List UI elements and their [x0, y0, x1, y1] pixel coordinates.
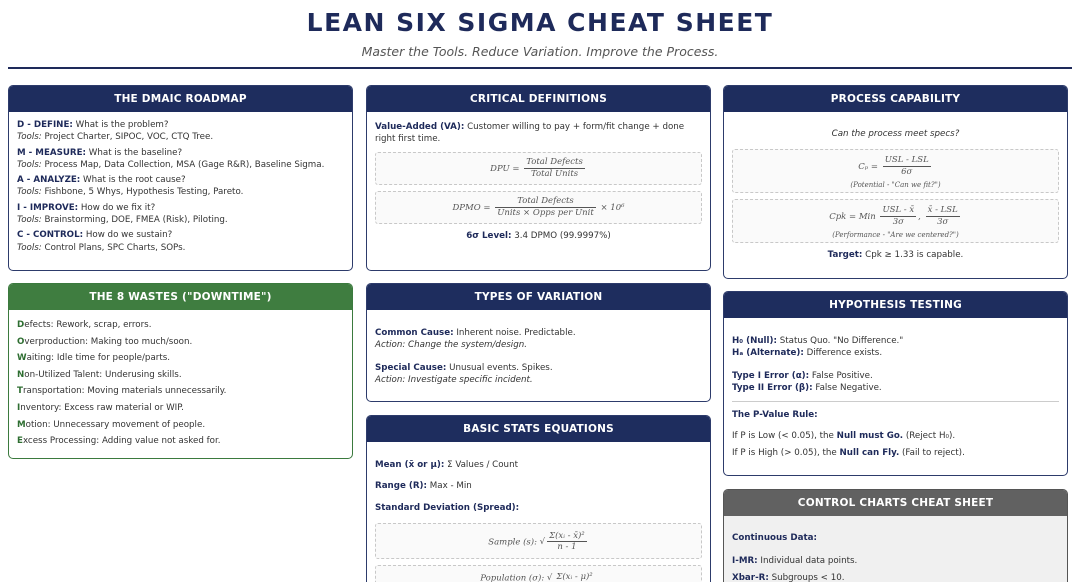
dmaic-step	[17, 119, 344, 144]
waste-letter: O	[17, 336, 25, 347]
type-one-error-label: Type I Error (α):	[732, 370, 810, 381]
dpmo-multiplier: × 10⁶	[600, 202, 625, 213]
dmaic-question: How do we sustain?	[85, 230, 173, 241]
dmaic-phase: C - CONTROL:	[17, 230, 84, 241]
dmaic-question: What is the root cause?	[83, 175, 186, 186]
dmaic-question: What is the problem?	[75, 120, 169, 130]
cpk-denominator-lower: 3σ	[937, 217, 949, 228]
sample-sd-formula: Sample (s): √ $\frac{\text{Σ(xᵢ - x̄)²}}{n - 1}$	[375, 523, 702, 559]
dmaic-tools-label: Tools:	[17, 187, 42, 198]
dmaic-step	[17, 202, 344, 227]
common-cause-text: Inherent noise. Predictable.	[456, 328, 576, 338]
waste-item	[17, 385, 344, 397]
continuous-data-label: Continuous Data:	[732, 533, 817, 543]
cp-lhs: Cₚ =	[858, 162, 878, 173]
type-one-error-text: False Positive.	[811, 370, 873, 381]
dpmo-numerator: Total Defects	[495, 196, 596, 208]
cp-denominator: 6σ	[901, 167, 913, 178]
waste-item	[17, 352, 344, 364]
definitions-card	[366, 85, 711, 271]
page-subtitle: Master the Tools. Reduce Variation. Improve the Process.	[361, 44, 719, 59]
population-sd-lhs: Population (σ):	[480, 573, 545, 582]
dmaic-tools-label: Tools:	[17, 159, 42, 170]
sample-sd-denominator: n - 1	[557, 541, 577, 552]
dmaic-phase: A - ANALYZE:	[17, 175, 81, 186]
waste-item	[17, 336, 344, 348]
cpk-formula: Cpk = Min $\frac{\text{USL - x̄}}{3\sigma}$ , $\frac{\text{x̄ - LSL}}{3\sigma}$ (Performance - "Are we centered?")	[732, 199, 1059, 243]
waste-text: nventory: Excess raw material or WIP.	[20, 402, 184, 413]
capability-target-text: Cpk ≥ 1.33 is capable.	[865, 250, 964, 261]
capability-card-title: PROCESS CAPABILITY	[724, 86, 1067, 112]
p-low-prefix: If P is Low (< 0.05), the	[732, 431, 834, 442]
waste-item	[17, 435, 344, 447]
waste-text: efects: Rework, scrap, errors.	[24, 320, 152, 330]
dpmo-denominator: Units × Opps per Unit	[497, 207, 594, 218]
mean-equation	[375, 459, 702, 471]
waste-item	[17, 319, 344, 331]
control-charts-card	[723, 489, 1068, 582]
xbar-r-chart	[732, 572, 1059, 582]
special-cause-label: Special Cause:	[375, 362, 447, 373]
hypothesis-card	[723, 291, 1068, 476]
waste-text: aiting: Idle time for people/parts.	[26, 353, 171, 364]
p-high-emphasis: Null can Fly.	[839, 447, 900, 458]
wastes-card	[8, 283, 353, 459]
definitions-card-title: CRITICAL DEFINITIONS	[367, 86, 710, 112]
value-added-text: Customer willing to pay + form/fit change + done right first time.	[375, 122, 685, 145]
dmaic-tools-label: Tools:	[17, 242, 42, 253]
common-cause	[375, 327, 702, 339]
imr-label: I-MR:	[732, 556, 758, 567]
imr-chart	[732, 555, 1059, 567]
dpu-lhs: DPU =	[490, 163, 520, 174]
dmaic-card-title: THE DMAIC ROADMAP	[9, 86, 352, 112]
waste-text: xcess Processing: Adding value not asked for.	[22, 436, 221, 447]
mean-text: Σ Values / Count	[447, 460, 518, 470]
page-title: LEAN SIX SIGMA CHEAT SHEET	[306, 8, 774, 37]
dmaic-tools-label: Tools:	[17, 132, 42, 143]
waste-letter: I	[17, 402, 21, 413]
cpk-numerator-upper: USL - x̄	[882, 205, 915, 216]
waste-letter: N	[17, 369, 25, 380]
cpk-note: (Performance - "Are we centered?")	[832, 231, 959, 240]
hypothesis-divider	[732, 401, 1059, 402]
value-added-label: Value-Added (VA):	[375, 122, 465, 132]
range-label: Range (R):	[375, 481, 427, 492]
hypothesis-card-title: HYPOTHESIS TESTING	[724, 292, 1067, 318]
dpu-denominator: Total Units	[530, 168, 579, 179]
waste-text: on-Utilized Talent: Underusing skills.	[24, 369, 182, 380]
special-cause-text: Unusual events. Spikes.	[449, 362, 553, 373]
waste-letter: W	[17, 353, 27, 364]
waste-text: ransportation: Moving materials unnecessarily.	[22, 386, 227, 397]
dmaic-tools-label: Tools:	[17, 215, 42, 226]
type-two-error	[732, 382, 1059, 394]
waste-item	[17, 369, 344, 381]
dmaic-phase: D - DEFINE:	[17, 120, 73, 130]
variation-card	[366, 283, 711, 402]
stats-card	[366, 415, 711, 582]
type-two-error-text: False Negative.	[815, 382, 882, 393]
alternate-hypothesis-label: Hₐ (Alternate):	[732, 348, 804, 359]
dmaic-tools: Fishbone, 5 Whys, Hypothesis Testing, Pareto.	[44, 187, 244, 198]
dmaic-steps	[9, 112, 352, 264]
p-high-prefix: If P is High (> 0.05), the	[732, 447, 837, 458]
null-hypothesis-text: Status Quo. "No Difference."	[779, 336, 904, 346]
six-sigma-value: 3.4 DPMO (99.9997%)	[514, 230, 611, 241]
p-value-low-rule	[732, 430, 1059, 442]
std-dev-label: Standard Deviation (Spread):	[375, 502, 520, 513]
waste-letter: T	[17, 386, 23, 397]
type-two-error-label: Type II Error (β):	[732, 382, 813, 393]
value-added-definition	[375, 121, 702, 146]
stats-card-title: BASIC STATS EQUATIONS	[367, 416, 710, 442]
dpmo-formula	[375, 191, 702, 224]
dmaic-tools: Project Charter, SIPOC, VOC, CTQ Tree.	[44, 132, 214, 143]
control-charts-card-title: CONTROL CHARTS CHEAT SHEET	[724, 490, 1067, 516]
six-sigma-level	[375, 230, 702, 242]
cpk-numerator-lower: x̄ - LSL	[927, 205, 958, 216]
null-hypothesis-label: H₀ (Null):	[732, 336, 777, 346]
p-low-emphasis: Null must Go.	[836, 431, 904, 442]
waste-letter: E	[17, 436, 23, 447]
special-cause-action: Action: Investigate specific incident.	[375, 374, 533, 385]
sample-sd-numerator: Σ(xᵢ - x̄)²	[549, 530, 585, 541]
dmaic-card	[8, 85, 353, 271]
imr-text: Individual data points.	[760, 556, 858, 567]
cp-numerator: USL - LSL	[884, 155, 929, 166]
variation-card-title: TYPES OF VARIATION	[367, 284, 710, 310]
dmaic-question: What is the baseline?	[88, 147, 183, 158]
dpu-numerator: Total Defects	[526, 156, 583, 167]
waste-letter: M	[17, 419, 26, 430]
dmaic-tools: Process Map, Data Collection, MSA (Gage R&R), Baseline Sigma.	[44, 159, 325, 170]
waste-text: otion: Unnecessary movement of people.	[25, 419, 206, 430]
population-sd-formula: Population (σ): √ Σ(xᵢ - μ)²	[375, 565, 702, 582]
p-low-suffix: (Reject H₀).	[905, 431, 956, 442]
type-one-error	[732, 370, 1059, 382]
cp-formula	[732, 149, 1059, 193]
cpk-denominator-upper: 3σ	[892, 217, 904, 228]
cpk-lhs: Cpk = Min	[829, 212, 876, 223]
six-sigma-label: 6σ Level:	[466, 230, 512, 241]
p-value-rule-title: The P-Value Rule:	[732, 410, 818, 421]
alternate-hypothesis	[732, 347, 1059, 359]
dmaic-phase: M - MEASURE:	[17, 147, 87, 158]
population-sd-numerator: Σ(xᵢ - μ)²	[556, 571, 593, 582]
cp-note: (Potential - "Can we fit?")	[850, 181, 941, 190]
header-divider	[8, 67, 1072, 69]
xbar-r-text: Subgroups < 10.	[771, 572, 845, 582]
capability-target	[732, 249, 1059, 261]
waste-item	[17, 419, 344, 431]
waste-letter: D	[17, 320, 25, 330]
wastes-list	[9, 310, 352, 459]
p-value-high-rule	[732, 447, 1059, 459]
p-high-suffix: (Fail to reject).	[902, 447, 965, 458]
dpmo-lhs: DPMO =	[452, 202, 491, 213]
range-equation	[375, 480, 702, 492]
dmaic-tools: Brainstorming, DOE, FMEA (Risk), Piloting.	[44, 215, 228, 226]
capability-card	[723, 85, 1068, 279]
dmaic-phase: I - IMPROVE:	[17, 202, 79, 213]
waste-item	[17, 402, 344, 414]
dmaic-tools: Control Plans, SPC Charts, SOPs.	[44, 242, 186, 253]
dmaic-step	[17, 229, 344, 254]
common-cause-action: Action: Change the system/design.	[375, 340, 528, 351]
dpu-formula	[375, 152, 702, 185]
waste-text: verproduction: Making too much/soon.	[24, 336, 193, 347]
null-hypothesis	[732, 335, 1059, 347]
dmaic-step	[17, 147, 344, 172]
wastes-card-title: THE 8 WASTES ("DOWNTIME")	[9, 284, 352, 310]
dmaic-step	[17, 174, 344, 199]
dmaic-question: How do we fix it?	[80, 202, 156, 213]
alternate-hypothesis-text: Difference exists.	[806, 348, 883, 359]
range-text: Max - Min	[429, 481, 472, 492]
special-cause	[375, 362, 702, 374]
capability-question: Can the process meet specs?	[831, 129, 960, 139]
xbar-r-label: Xbar-R:	[732, 572, 769, 582]
common-cause-label: Common Cause:	[375, 328, 454, 338]
mean-label: Mean (x̄ or μ):	[375, 460, 445, 470]
sample-sd-lhs: Sample (s):	[488, 537, 537, 548]
capability-target-label: Target:	[827, 250, 863, 261]
